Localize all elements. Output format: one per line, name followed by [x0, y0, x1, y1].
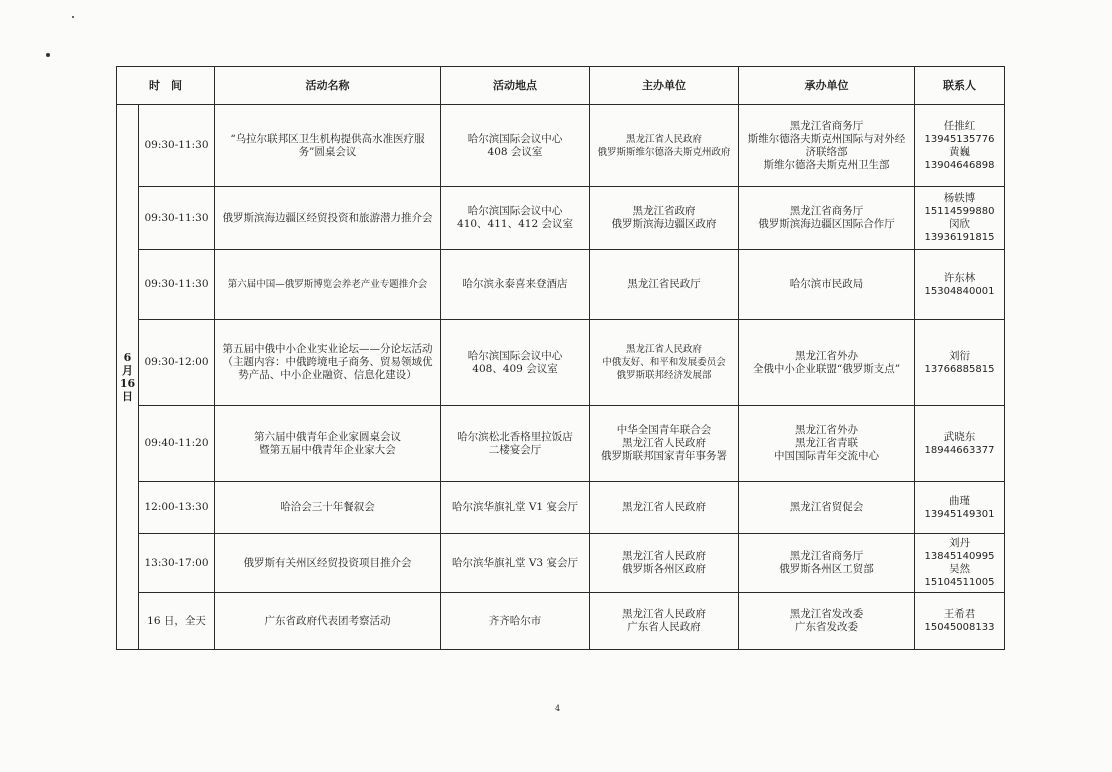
- contact-cell: 许东林 15304840001: [915, 250, 1005, 320]
- activity-cell: 第六届中国—俄罗斯博览会养老产业专题推介会: [215, 250, 441, 320]
- table-row: [117, 320, 1005, 406]
- table-row: [117, 250, 1005, 320]
- contact-cell: 刘衍 13766885815: [915, 320, 1005, 406]
- organizer-cell: 黑龙江省商务厅 斯维尔德洛夫斯克州国际与对外经 济联络部 斯维尔德洛夫斯克州卫生部: [739, 105, 915, 187]
- header-time: 时 间: [117, 67, 215, 105]
- table-row: [117, 105, 1005, 187]
- venue-cell: 哈尔滨永泰喜来登酒店: [441, 250, 590, 320]
- venue-cell: 哈尔滨国际会议中心 408、409 会议室: [441, 320, 590, 406]
- activity-cell: 俄罗斯滨海边疆区经贸投资和旅游潜力推介会: [215, 187, 441, 250]
- activity-cell: 俄罗斯有关州区经贸投资项目推介会: [215, 534, 441, 593]
- scan-speck: [72, 16, 74, 18]
- organizer-cell: 黑龙江省商务厅 俄罗斯滨海边疆区国际合作厅: [739, 187, 915, 250]
- table-row: [117, 482, 1005, 534]
- host-cell: 黑龙江省政府 俄罗斯滨海边疆区政府: [590, 187, 739, 250]
- venue-cell: 哈尔滨华旗礼堂 V3 宴会厅: [441, 534, 590, 593]
- host-cell: 黑龙江省人民政府 俄罗斯各州区政府: [590, 534, 739, 593]
- table-row: [117, 534, 1005, 593]
- time-cell: 09:30-11:30: [139, 105, 215, 187]
- header-activity: 活动名称: [215, 67, 441, 105]
- activity-cell: “乌拉尔联邦区卫生机构提供高水准医疗服务”圆桌会议: [215, 105, 441, 187]
- time-cell: 09:40-11:20: [139, 406, 215, 482]
- scan-dot: [46, 53, 50, 57]
- host-cell: 黑龙江省人民政府 广东省人民政府: [590, 593, 739, 650]
- time-cell: 12:00-13:30: [139, 482, 215, 534]
- table-row: [117, 593, 1005, 650]
- venue-cell: 哈尔滨国际会议中心 408 会议室: [441, 105, 590, 187]
- contact-cell: 武晓东 18944663377: [915, 406, 1005, 482]
- activity-cell: 第六届中俄青年企业家圆桌会议 暨第五届中俄青年企业家大会: [215, 406, 441, 482]
- date-cell: 6 月 16 日: [117, 105, 139, 650]
- time-cell: 09:30-11:30: [139, 250, 215, 320]
- header-contact: 联系人: [915, 67, 1005, 105]
- activity-cell: 第五届中俄中小企业实业论坛——分论坛活动（主题内容：中俄跨境电子商务、贸易领域优势产品、中小企业融资、信息化建设）: [215, 320, 441, 406]
- time-cell: 13:30-17:00: [139, 534, 215, 593]
- header-host: 主办单位: [590, 67, 739, 105]
- table-row: [117, 406, 1005, 482]
- header-venue: 活动地点: [441, 67, 590, 105]
- time-cell: 16 日，全天: [139, 593, 215, 650]
- host-cell: 黑龙江省人民政府 中俄友好、和平和发展委员会 俄罗斯联邦经济发展部: [590, 320, 739, 406]
- activity-cell: 哈洽会三十年餐叙会: [215, 482, 441, 534]
- contact-cell: 刘丹 13845140995 吴然 15104511005: [915, 534, 1005, 593]
- venue-cell: 哈尔滨国际会议中心 410、411、412 会议室: [441, 187, 590, 250]
- contact-cell: 曲瑾 13945149301: [915, 482, 1005, 534]
- organizer-cell: 黑龙江省发改委 广东省发改委: [739, 593, 915, 650]
- host-cell: 中华全国青年联合会 黑龙江省人民政府 俄罗斯联邦国家青年事务署: [590, 406, 739, 482]
- time-cell: 09:30-11:30: [139, 187, 215, 250]
- organizer-cell: 哈尔滨市民政局: [739, 250, 915, 320]
- organizer-cell: 黑龙江省商务厅 俄罗斯各州区工贸部: [739, 534, 915, 593]
- contact-cell: 王希君 15045008133: [915, 593, 1005, 650]
- contact-cell: 任推红 13945135776 黄巍 13904646898: [915, 105, 1005, 187]
- time-cell: 09:30-12:00: [139, 320, 215, 406]
- venue-cell: 齐齐哈尔市: [441, 593, 590, 650]
- host-cell: 黑龙江省民政厅: [590, 250, 739, 320]
- host-cell: 黑龙江省人民政府: [590, 482, 739, 534]
- organizer-cell: 黑龙江省外办 全俄中小企业联盟“俄罗斯支点”: [739, 320, 915, 406]
- activity-cell: 广东省政府代表团考察活动: [215, 593, 441, 650]
- organizer-cell: 黑龙江省外办 黑龙江省青联 中国国际青年交流中心: [739, 406, 915, 482]
- organizer-cell: 黑龙江省贸促会: [739, 482, 915, 534]
- venue-cell: 哈尔滨华旗礼堂 V1 宴会厅: [441, 482, 590, 534]
- header-organizer: 承办单位: [739, 67, 915, 105]
- table-header-row: [117, 67, 1005, 105]
- page-number: 4: [555, 704, 561, 713]
- venue-cell: 哈尔滨松北香格里拉饭店 二楼宴会厅: [441, 406, 590, 482]
- contact-cell: 杨轶博 15114599880 闵欣 13936191815: [915, 187, 1005, 250]
- activity-schedule-table: [116, 66, 1005, 650]
- host-cell: 黑龙江省人民政府 俄罗斯斯维尔德洛夫斯克州政府: [590, 105, 739, 187]
- table-row: [117, 187, 1005, 250]
